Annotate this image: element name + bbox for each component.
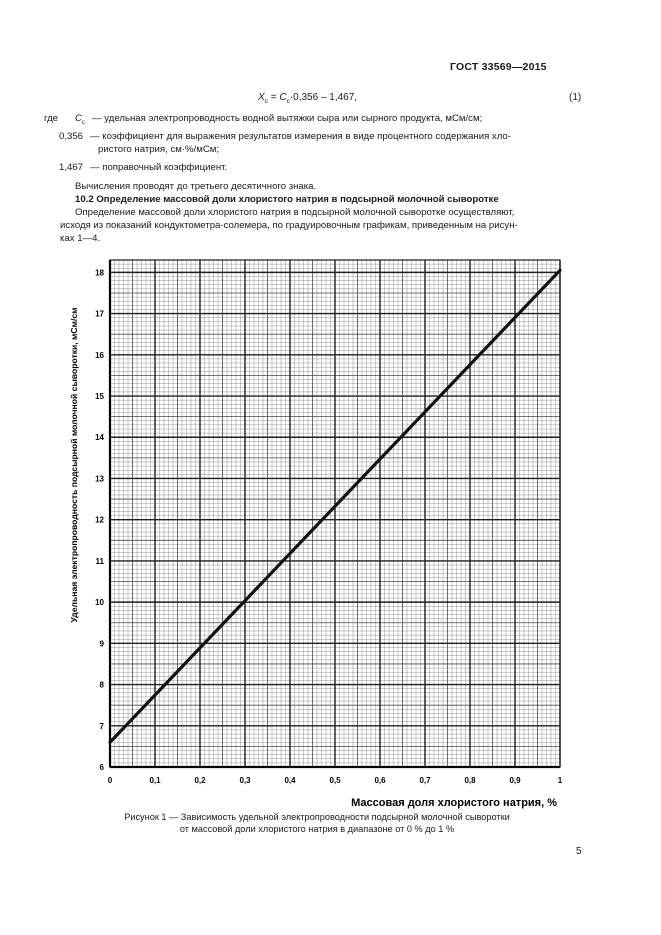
x-tick-label: 0,6 — [374, 776, 386, 785]
section-text-line1: Определение массовой доли хлористого натрия в подсырной молочной сыворотке осуществляют, — [75, 207, 515, 218]
x-tick-label: 0,5 — [329, 776, 341, 785]
y-tick-label: 11 — [95, 556, 104, 566]
cc-symbol-letter: C — [75, 113, 82, 124]
section-text-line3: ках 1—4. — [60, 233, 101, 244]
y-tick-label: 17 — [95, 309, 104, 319]
y-tick-label: 16 — [95, 350, 104, 360]
y-axis-label: Удельная электропроводность подсырной молочной сыворотки, мСм/см — [69, 307, 79, 623]
coef1-definition-line2: ристого натрия, см·%/мСм; — [98, 144, 220, 155]
formula-var-sub: c — [286, 98, 290, 105]
formula-var: C — [279, 92, 287, 103]
section-text-line2: исходя из показаний кондуктометра-солемера, по градуировочным графикам, приведенным на рисун- — [60, 220, 518, 231]
y-tick-label: 9 — [99, 639, 104, 649]
x-tick-label: 0,8 — [464, 776, 476, 785]
formula-lhs-sub: c — [264, 98, 268, 105]
formula-lhs: X — [258, 92, 265, 103]
y-tick-label: 6 — [99, 763, 104, 772]
cc-symbol-sub: c — [81, 119, 85, 126]
x-axis-label: Массовая доля хлористого натрия, % — [351, 797, 557, 809]
y-tick-label: 13 — [95, 474, 104, 484]
coef2-value: 1,467 — [59, 162, 84, 173]
calc-note: Вычисления проводят до третьего десятичного знака. — [75, 181, 317, 192]
y-tick-label: 10 — [95, 598, 104, 608]
y-tick-label: 7 — [99, 721, 104, 731]
x-tick-label: 0,1 — [149, 776, 161, 785]
y-tick-label: 15 — [95, 392, 104, 402]
standard-designation: ГОСТ 33569—2015 — [450, 61, 547, 73]
formula-equals: = — [267, 92, 280, 103]
x-tick-label: 1 — [557, 776, 563, 785]
x-tick-label: 0 — [107, 776, 113, 785]
section-heading: 10.2 Определение массовой доли хлористого натрия в подсырной молочной сыворотке — [75, 194, 499, 205]
coef1-value: 0,356 — [59, 131, 84, 142]
x-tick-label: 0,3 — [239, 776, 251, 785]
x-tick-label: 0,7 — [419, 776, 431, 785]
coef2-definition: — поправочный коэффициент. — [90, 162, 228, 173]
coef1-definition-line1: — коэффициент для выражения результатов измерения в виде процентного содержания хло- — [90, 131, 511, 142]
x-tick-label: 0,9 — [509, 776, 521, 785]
page-number: 5 — [576, 846, 582, 857]
figure-caption-line1: Рисунок 1 — Зависимость удельной электропроводности подсырной молочной сыворотки — [124, 812, 510, 822]
cc-definition: — удельная электропроводность водной вытяжки сыра или сырного продукта, мСм/см; — [92, 113, 483, 124]
formula-rest: ·0,356 – 1,467, — [289, 92, 358, 103]
figure-caption-line2: от массовой доли хлористого натрия в диапазоне от 0 % до 1 % — [179, 824, 455, 834]
y-tick-label: 18 — [95, 268, 104, 278]
x-tick-label: 0,4 — [284, 776, 296, 785]
x-tick-label: 0,2 — [194, 776, 206, 785]
y-tick-label: 8 — [99, 680, 104, 690]
where-label: где — [44, 113, 59, 124]
chart-grid — [110, 260, 560, 767]
equation-number: (1) — [569, 92, 582, 103]
y-tick-label: 12 — [95, 515, 104, 525]
y-tick-label: 14 — [95, 433, 104, 443]
